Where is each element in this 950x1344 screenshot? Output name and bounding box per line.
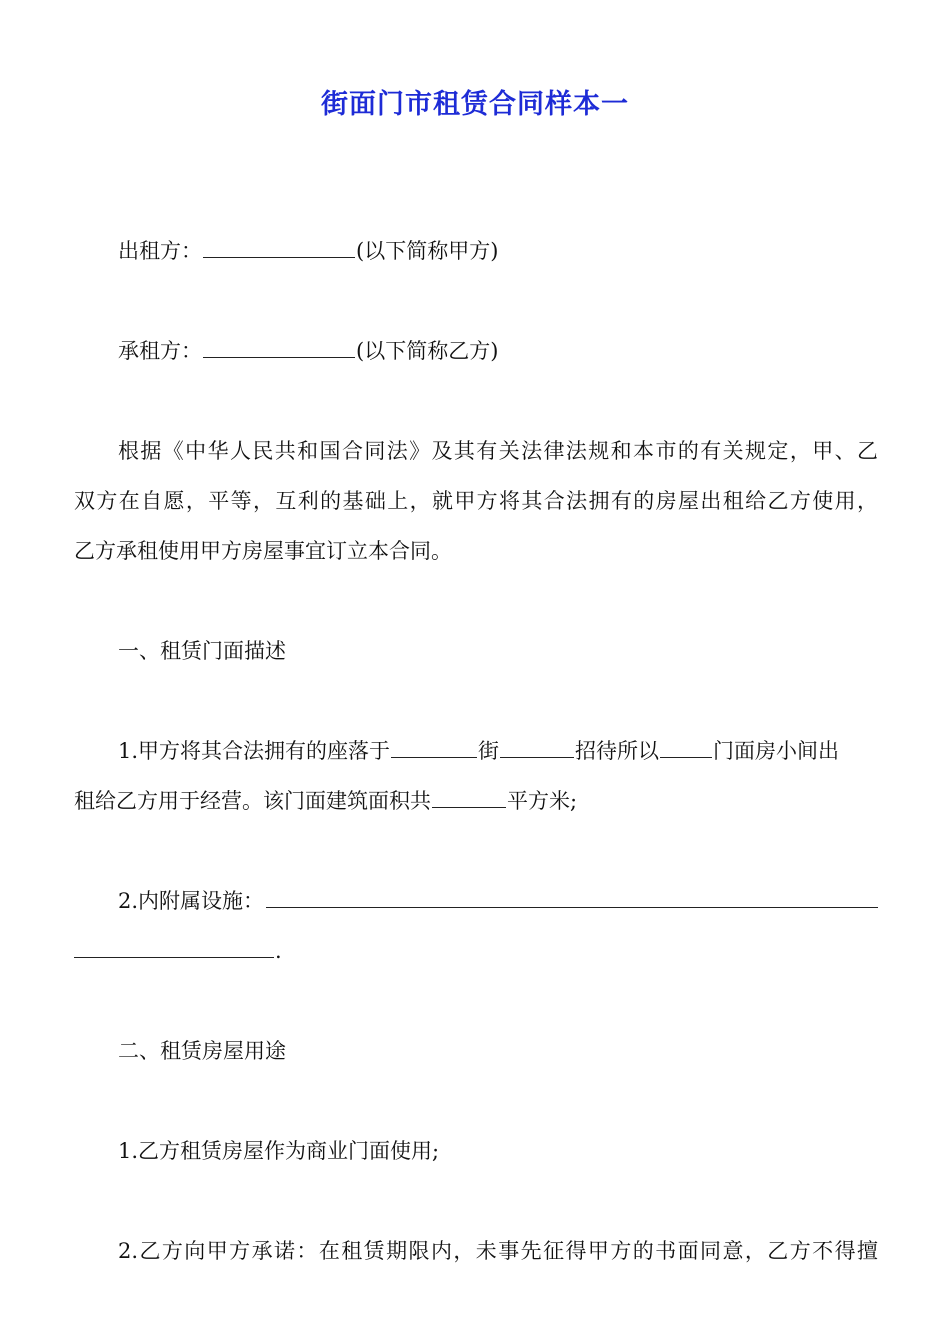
document-title: 街面门市租赁合同样本一 (321, 89, 629, 120)
section2-heading: 二、租赁房屋用途 (118, 1039, 286, 1063)
item1-part4: 门面房小间出 (713, 739, 840, 763)
preamble-line-3: 乙方承租使用甲方房屋事宜订立本合同。 (74, 539, 452, 563)
lessor-suffix: (以下简称甲方) (356, 239, 499, 263)
section1-item2-line1 (118, 888, 878, 914)
section1-item1-line1 (118, 738, 878, 764)
item2-label: 2.内附属设施： (118, 889, 265, 913)
lessor-label: 出租方： (118, 239, 202, 263)
lessee-blank (203, 339, 355, 358)
area-blank (432, 789, 506, 808)
item1-line2-part2: 平方米; (507, 789, 578, 813)
lessor-line (118, 238, 878, 264)
preamble-line-1: 根据《中华人民共和国合同法》及其有关法律法规和本市的有关规定，甲、乙 (118, 439, 878, 463)
street-blank (391, 739, 477, 758)
facilities-blank-continued (74, 939, 274, 958)
preamble-line-2: 双方在自愿，平等，互利的基础上，就甲方将其合法拥有的房屋出租给乙方使用， (74, 489, 878, 513)
unit-blank (660, 739, 712, 758)
facilities-blank (266, 889, 878, 908)
section1-item1-line2 (74, 788, 878, 814)
section2-item2: 2.乙方向甲方承诺：在租赁期限内，未事先征得甲方的书面同意，乙方不得擅 (118, 1239, 878, 1263)
section1-heading: 一、租赁门面描述 (118, 639, 286, 663)
lessee-line (118, 338, 878, 364)
item2-end: . (275, 939, 282, 963)
item1-part1: 1.甲方将其合法拥有的座落于 (118, 739, 391, 763)
lessor-blank (203, 239, 355, 258)
item1-part3: 招待所以 (575, 739, 660, 763)
section2-item1: 1.乙方租赁房屋作为商业门面使用; (118, 1139, 440, 1163)
lessee-label: 承租方： (118, 339, 202, 363)
item1-line2-part1: 租给乙方用于经营。该门面建筑面积共 (74, 789, 431, 813)
item1-part2: 街 (478, 739, 500, 763)
hotel-blank (500, 739, 574, 758)
section1-item2-line2 (74, 938, 878, 964)
lessee-suffix: (以下简称乙方) (356, 339, 499, 363)
